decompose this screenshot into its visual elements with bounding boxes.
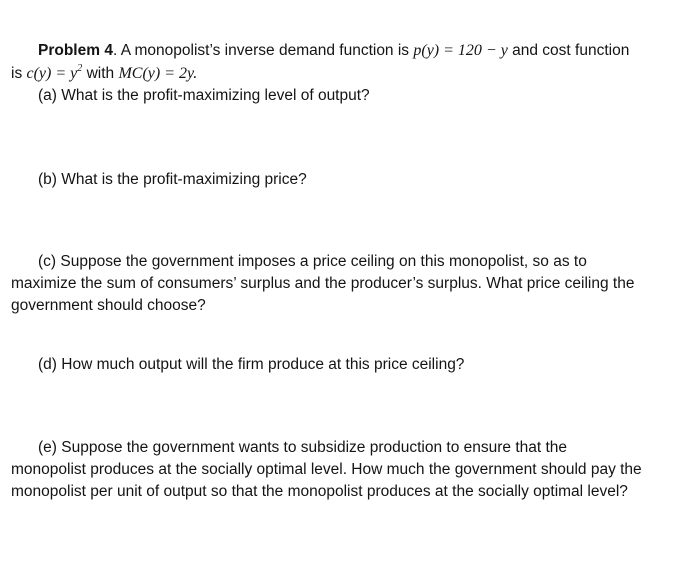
- part-c-question-line-3: government should choose?: [11, 297, 206, 314]
- cost-equation-base: c(y) = y: [26, 65, 78, 82]
- part-e-question-line-1: (e) Suppose the government wants to subsidize production to ensure that the: [38, 439, 568, 456]
- part-e-question-line-3: monopolist per unit of output so that the monopolist produces at the socially optimal level?: [11, 483, 628, 500]
- part-c-question-line-1: (c) Suppose the government imposes a price ceiling on this monopolist, so as to: [38, 253, 587, 270]
- problem-intro-text-2: and cost function: [507, 42, 630, 59]
- cost-equation: [26, 62, 83, 82]
- problem-number: Problem 4: [38, 42, 113, 59]
- marginal-cost-equation: MC(y) = 2y.: [118, 65, 198, 82]
- problem-intro-text-3: is: [11, 65, 27, 82]
- part-b-question: (b) What is the profit-maximizing price?: [38, 171, 307, 188]
- cost-exponent: 2: [77, 62, 83, 74]
- problem-statement-line-1: [38, 41, 629, 61]
- problem-intro-text-4: with: [82, 65, 119, 82]
- part-d-question: (d) How much output will the firm produce at this price ceiling?: [38, 356, 465, 373]
- problem-statement-line-2: [11, 64, 197, 84]
- demand-equation: p(y) = 120 − y: [413, 42, 508, 59]
- problem-intro-text: . A monopolist’s inverse demand function is: [112, 42, 414, 59]
- part-e-question-line-2: monopolist produces at the socially optimal level. How much the government should pay the: [11, 461, 642, 478]
- part-c-question-line-2: maximize the sum of consumers’ surplus and the producer’s surplus. What price ceiling the: [11, 275, 635, 292]
- part-a-question: (a) What is the profit-maximizing level of output?: [38, 87, 370, 104]
